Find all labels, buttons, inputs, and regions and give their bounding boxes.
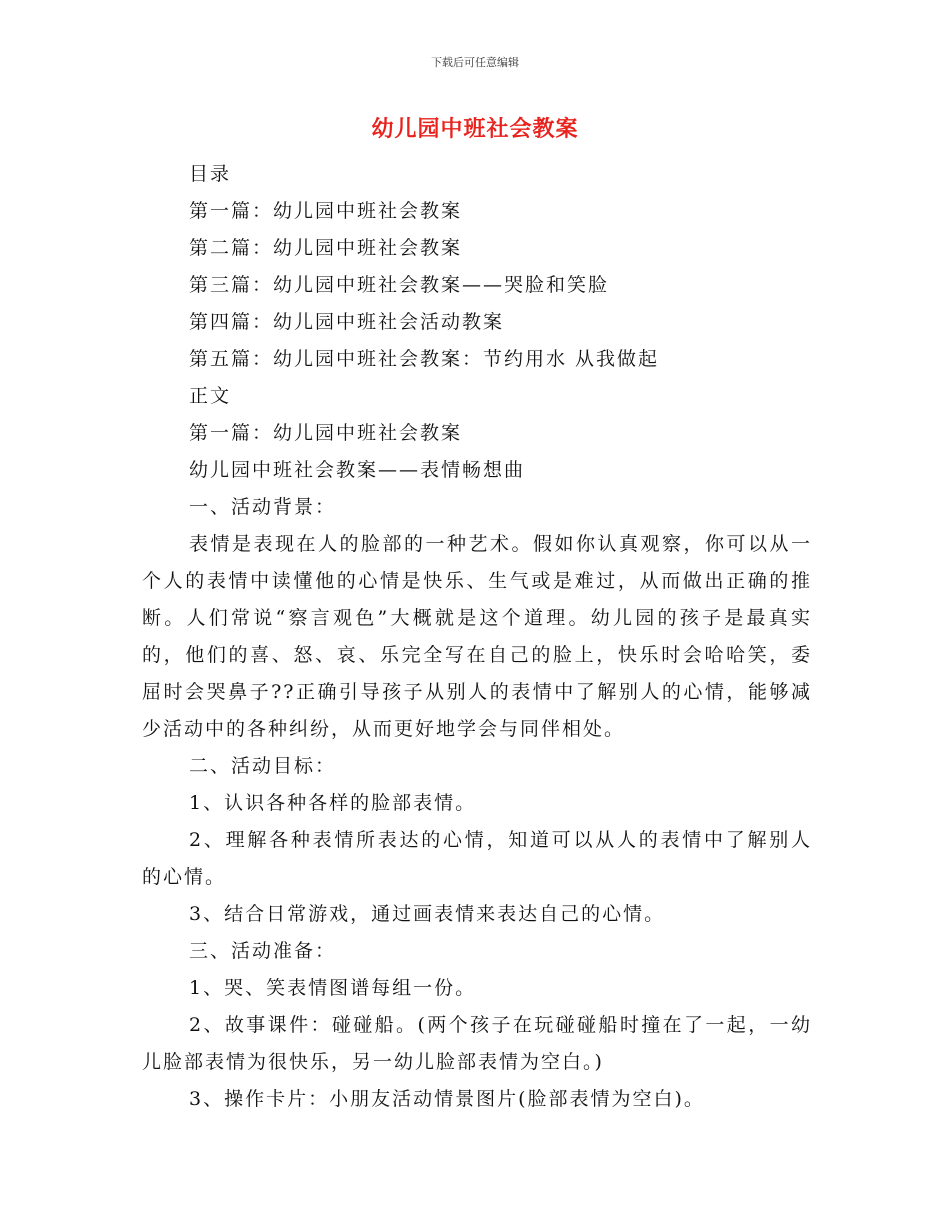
toc-heading: 目录 <box>189 163 232 185</box>
background-paragraph: 表情是表现在人的脸部的一种艺术。假如你认真观察，你可以从一个人的表情中读懂他的心情是快乐、生气或是难过，从而做出正确的推断。人们常说“察言观色”大概就是这个道理。幼儿园的孩子是最真实的，他们的喜、怒、哀、乐完全写在自己的脸上，快乐时会哈哈笑，委屈时会哭鼻子??正确引导孩子从别人的表情中了解别人的心情，能够减少活动中的各种纠纷，从而更好地学会与同伴相处。 <box>142 533 812 740</box>
body-heading: 正文 <box>189 385 232 407</box>
prep-item: 2、故事课件：碰碰船。(两个孩子在玩碰碰船时撞在了一起，一幼儿脸部表情为很快乐，另一幼儿脸部表情为空白。) <box>142 1014 812 1073</box>
goal-item: 3、结合日常游戏，通过画表情来表达自己的心情。 <box>189 903 666 925</box>
toc-item: 第四篇：幼儿园中班社会活动教案 <box>189 311 505 333</box>
toc-item: 第二篇：幼儿园中班社会教案 <box>189 237 463 259</box>
goal-item: 1、认识各种各样的脸部表情。 <box>189 792 477 814</box>
section-heading-preparation: 三、活动准备： <box>189 940 337 962</box>
page-header-note: 下载后可任意编辑 <box>431 56 519 69</box>
prep-item: 3、操作卡片：小朋友活动情景图片(脸部表情为空白)。 <box>189 1088 705 1110</box>
goal-item: 2、理解各种表情所表达的心情，知道可以从人的表情中了解别人的心情。 <box>142 829 812 888</box>
chapter-title: 第一篇：幼儿园中班社会教案 <box>189 422 463 444</box>
document-body <box>142 156 812 1118</box>
toc-item: 第三篇：幼儿园中班社会教案——哭脸和笑脸 <box>189 274 610 296</box>
toc-item: 第一篇：幼儿园中班社会教案 <box>189 200 463 222</box>
prep-item: 1、哭、笑表情图谱每组一份。 <box>189 977 477 999</box>
toc-item: 第五篇：幼儿园中班社会教案：节约用水 从我做起 <box>189 348 660 370</box>
section-heading-goals: 二、活动目标： <box>189 755 337 777</box>
lesson-subtitle: 幼儿园中班社会教案——表情畅想曲 <box>189 459 526 481</box>
document-title: 幼儿园中班社会教案 <box>371 117 579 142</box>
section-heading-background: 一、活动背景： <box>189 496 337 518</box>
